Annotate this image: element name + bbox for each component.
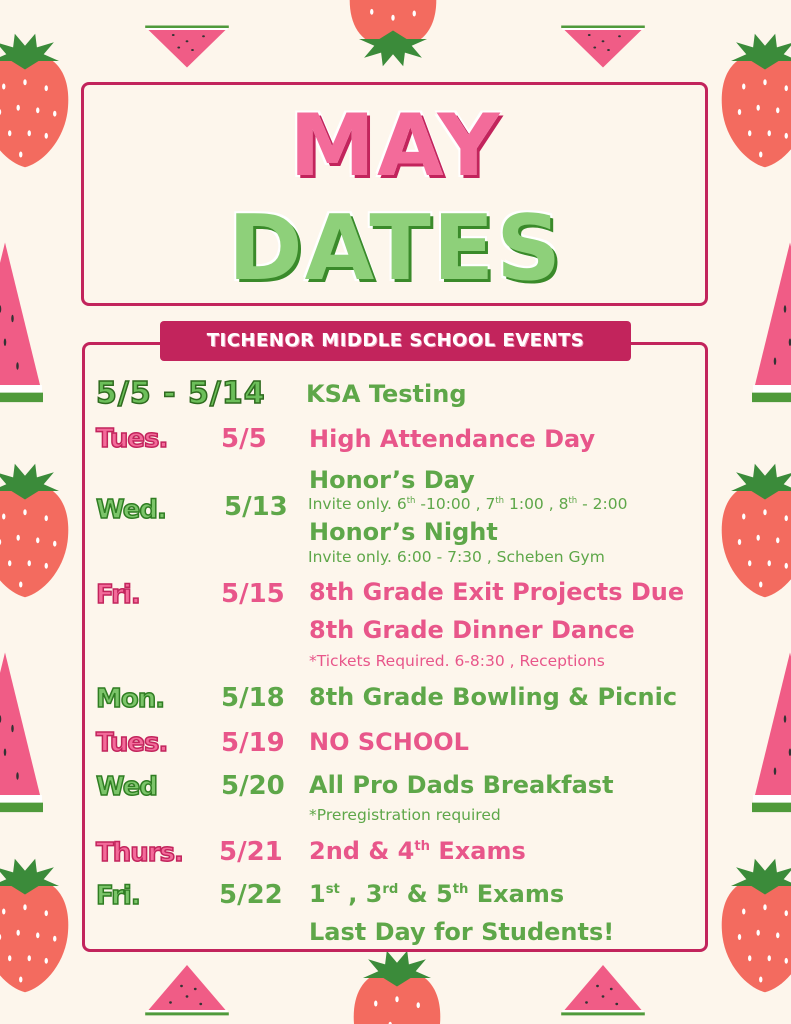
row4-event: 8th Grade Bowling & Picnic — [309, 683, 678, 711]
row4-date: 5/18 — [221, 683, 285, 713]
school-events-banner: TICHENOR MIDDLE SCHOOL EVENTS — [160, 321, 631, 361]
row2-day: Wed. — [96, 495, 166, 525]
row1-date: 5/5 — [221, 424, 267, 454]
row5-event: NO SCHOOL — [309, 728, 469, 756]
range-dates: 5/5 - 5/14 — [96, 376, 266, 411]
row3-note: *Tickets Required. 6-8:30 , Receptions — [309, 652, 605, 670]
row1-event: High Attendance Day — [309, 425, 596, 453]
row2-note2: Invite only. 6:00 - 7:30 , Scheben Gym — [308, 548, 605, 566]
row2-event2: Honor’s Night — [309, 518, 498, 546]
row7-day: Thurs. — [96, 838, 183, 868]
title-may: MAY — [289, 96, 502, 196]
row5-date: 5/19 — [221, 728, 285, 758]
row8-event1: 1st , 3rd & 5th Exams — [309, 880, 565, 908]
row5-day: Tues. — [96, 728, 168, 758]
row6-day: Wed — [96, 772, 157, 802]
row2-note1: Invite only. 6th -10:00 , 7th 1:00 , 8th - 2:00 — [308, 495, 628, 513]
row8-date: 5/22 — [219, 880, 283, 910]
row3-day: Fri. — [96, 580, 140, 610]
row8-event2: Last Day for Students! — [309, 918, 615, 946]
row7-date: 5/21 — [219, 837, 283, 867]
row3-date: 5/15 — [221, 579, 285, 609]
row8-day: Fri. — [96, 881, 140, 911]
row2-event1: Honor’s Day — [309, 466, 475, 494]
row1-day: Tues. — [96, 424, 168, 454]
row4-day: Mon. — [96, 684, 165, 714]
row6-note: *Preregistration required — [309, 806, 501, 824]
row3-event2: 8th Grade Dinner Dance — [309, 616, 635, 644]
row7-event: 2nd & 4th Exams — [309, 837, 526, 865]
row2-date: 5/13 — [224, 492, 288, 522]
row3-event1: 8th Grade Exit Projects Due — [309, 578, 685, 606]
title-dates: DATES — [227, 196, 564, 301]
range-event: KSA Testing — [306, 380, 467, 408]
row6-event: All Pro Dads Breakfast — [309, 771, 614, 799]
row6-date: 5/20 — [221, 771, 285, 801]
